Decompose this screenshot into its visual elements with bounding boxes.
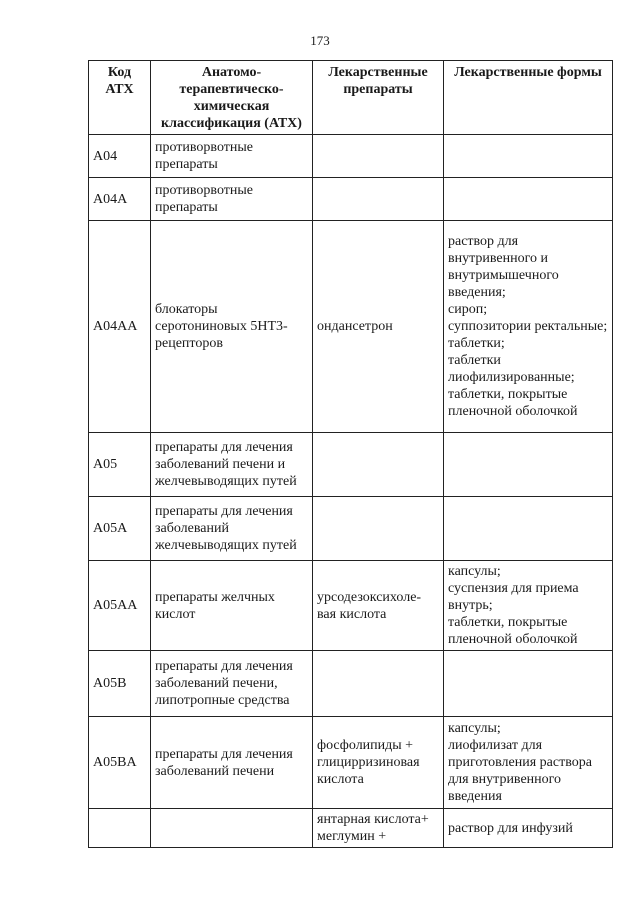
cell-drug: фосфолипиды + глицирризиновая кислота <box>313 717 444 809</box>
cell-forms <box>444 221 613 433</box>
form-item: таблетки лиофилизированные; <box>448 353 575 385</box>
cell-code <box>89 809 151 848</box>
table-row <box>89 497 613 561</box>
header-classification: Анатомо-терапевтическо-химическая классификация (АТХ) <box>151 61 313 135</box>
table-row <box>89 809 613 848</box>
table-row <box>89 717 613 809</box>
cell-drug: ондансетрон <box>313 221 444 433</box>
table-row <box>89 561 613 651</box>
cell-forms <box>444 651 613 717</box>
cell-code: A05BA <box>89 717 151 809</box>
table-header-row <box>89 61 613 135</box>
cell-drug <box>313 433 444 497</box>
form-item: сироп; <box>448 302 488 317</box>
cell-classification: препараты для лечения заболеваний печени <box>151 717 313 809</box>
cell-classification: препараты для лечения заболеваний желчевыводящих путей <box>151 497 313 561</box>
form-item: капсулы; <box>448 564 501 579</box>
cell-forms <box>444 497 613 561</box>
cell-code: A04 <box>89 135 151 178</box>
cell-forms <box>444 178 613 221</box>
cell-forms <box>444 561 613 651</box>
table-row <box>89 178 613 221</box>
cell-drug: янтарная кислота+ меглумин + <box>313 809 444 848</box>
header-forms: Лекарственные формы <box>444 61 613 135</box>
header-code: Код АТХ <box>89 61 151 135</box>
form-item: суспензия для приема внутрь; <box>448 581 579 613</box>
cell-code: A04AA <box>89 221 151 433</box>
cell-drug: урсодезоксихоле-вая кислота <box>313 561 444 651</box>
table-row <box>89 135 613 178</box>
cell-code: A05AA <box>89 561 151 651</box>
form-item: суппозитории ректальные; <box>448 319 608 334</box>
cell-forms <box>444 433 613 497</box>
cell-classification: противорвотные препараты <box>151 178 313 221</box>
cell-code: A05B <box>89 651 151 717</box>
form-item: таблетки; <box>448 336 505 351</box>
cell-code: A04A <box>89 178 151 221</box>
form-item: раствор для инфузий <box>448 820 573 836</box>
cell-drug <box>313 178 444 221</box>
table-row <box>89 221 613 433</box>
cell-code: A05 <box>89 433 151 497</box>
cell-drug <box>313 497 444 561</box>
form-item: капсулы; <box>448 721 501 736</box>
cell-classification: препараты для лечения заболеваний печени и желчевыводящих путей <box>151 433 313 497</box>
cell-forms <box>444 809 613 848</box>
form-item: таблетки, покрытые пленочной оболочкой <box>448 387 578 419</box>
cell-classification: препараты желчных кислот <box>151 561 313 651</box>
header-drugs: Лекарственные препараты <box>313 61 444 135</box>
cell-classification: блокаторы серотониновых 5HT3-рецепторов <box>151 221 313 433</box>
cell-classification <box>151 809 313 848</box>
cell-classification: противорвотные препараты <box>151 135 313 178</box>
table-row <box>89 433 613 497</box>
cell-classification: препараты для лечения заболеваний печени, липотропные средства <box>151 651 313 717</box>
cell-forms <box>444 717 613 809</box>
form-item: таблетки, покрытые пленочной оболочкой <box>448 615 578 647</box>
cell-drug <box>313 651 444 717</box>
form-item: раствор для внутривенного и внутримышечного введения; <box>448 234 559 300</box>
form-item: лиофилизат для приготовления раствора для внутривенного введения <box>448 738 592 804</box>
cell-code: A05A <box>89 497 151 561</box>
cell-forms <box>444 135 613 178</box>
table-row <box>89 651 613 717</box>
page-number: 173 <box>310 33 330 48</box>
atx-table <box>88 60 613 848</box>
cell-drug <box>313 135 444 178</box>
